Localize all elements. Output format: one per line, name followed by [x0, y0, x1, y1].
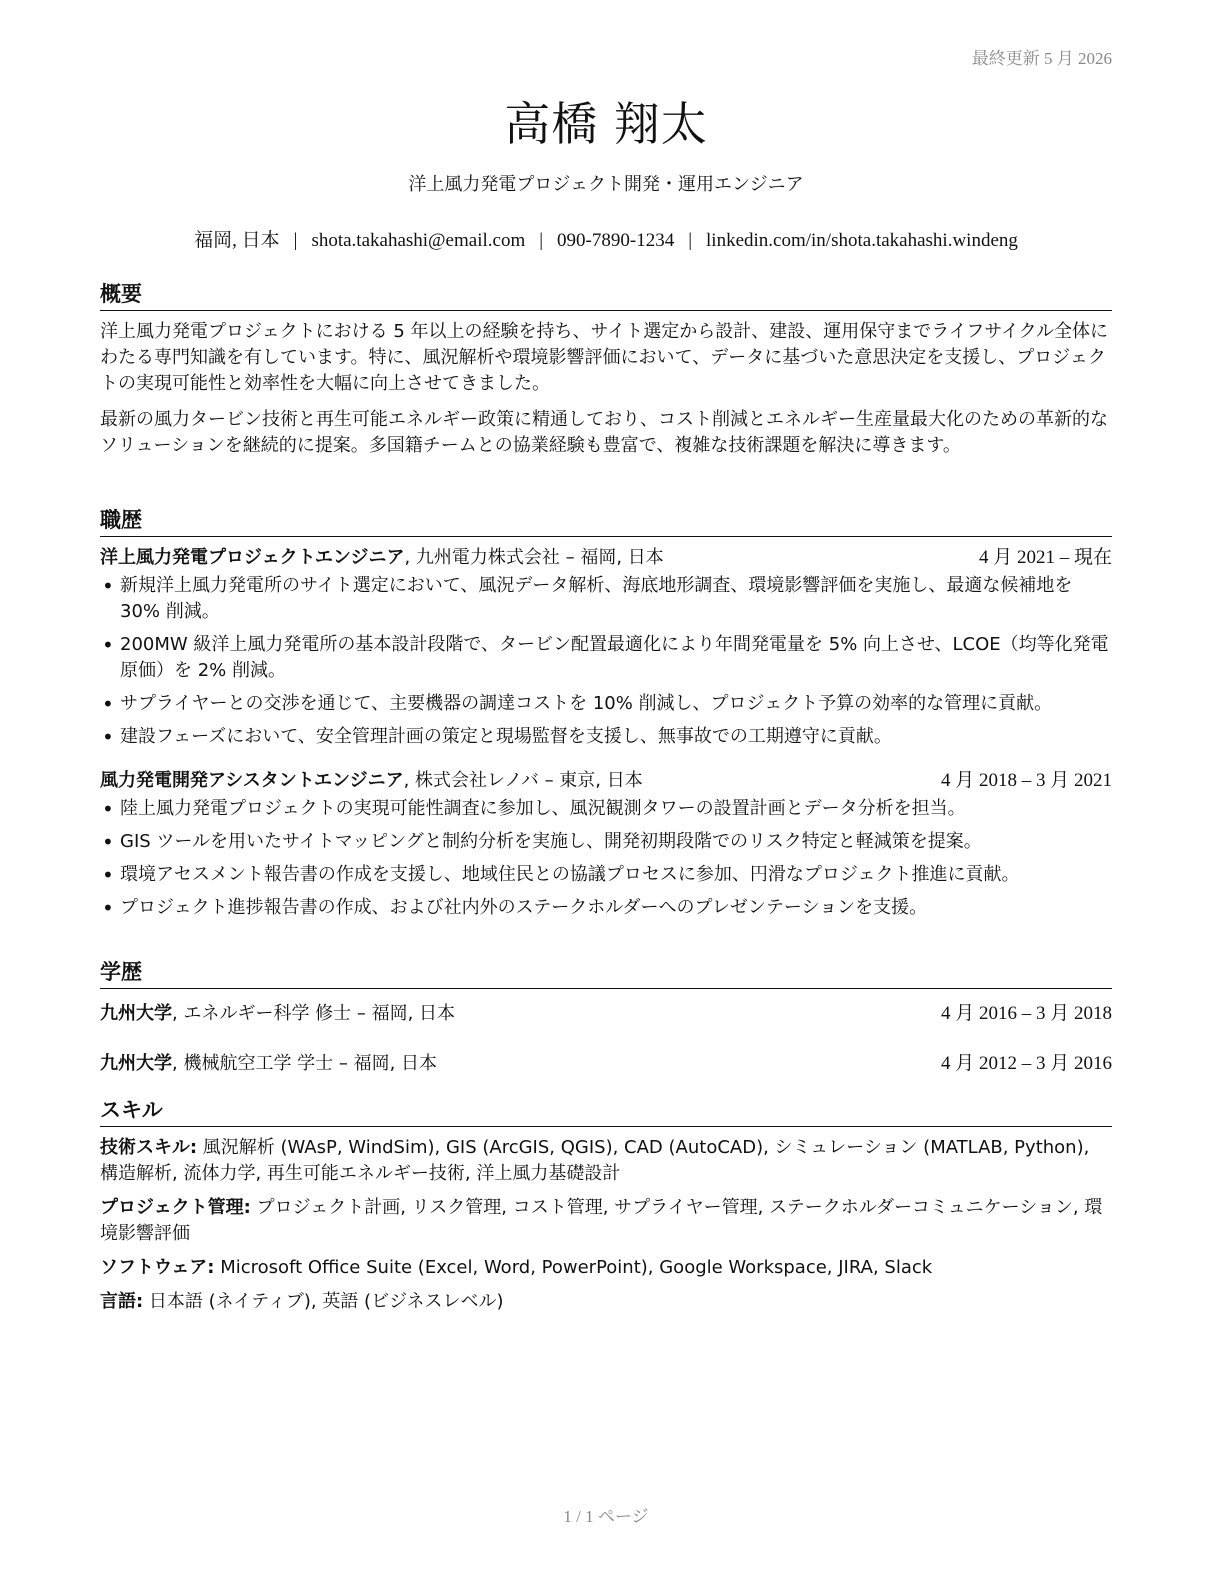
education-entry [100, 1051, 1112, 1077]
skill-value: Microsoft Office Suite (Excel, Word, PowerPoint), Google Workspace, JIRA, Slack [214, 1257, 933, 1278]
job-header [100, 768, 1112, 794]
education-date: 4 月 2012 – 3 月 2016 [940, 1053, 1112, 1074]
skill-label: 技術スキル: [100, 1137, 198, 1158]
education-date: 4 月 2016 – 3 月 2018 [940, 1003, 1112, 1024]
job-org: , 株式会社レノバ – 東京, 日本 [403, 770, 643, 791]
resume-page [100, 0, 1112, 1584]
skill-label: プロジェクト管理: [100, 1197, 251, 1218]
skill-value: 風況解析 (WAsP, WindSim), GIS (ArcGIS, QGIS), CAD (AutoCAD), シミュレーション (MATLAB, Python), 構造解析, 流体力学, 再生可能エネルギー技術, 洋上風力基礎設計 [100, 1137, 1090, 1184]
candidate-name: 高橋 翔太 [504, 97, 708, 151]
job-entry [100, 768, 1112, 921]
summary-section [100, 278, 1112, 469]
contact-location: 福岡, 日本 [194, 230, 280, 251]
education-section [100, 956, 1112, 1077]
section-title-summary: 概要 [100, 278, 1112, 311]
job-bullets [100, 796, 1112, 921]
contact-separator: | [539, 230, 544, 251]
job-bullet: • サプライヤーとの交渉を通じて、主要機器の調達コストを 10% 削減し、プロジェクト予算の効率的な管理に貢献。 [100, 691, 1112, 717]
skill-value: 日本語 (ネイティブ), 英語 (ビジネスレベル) [143, 1291, 504, 1312]
page-number: 1 / 1 ページ [563, 1507, 649, 1526]
job-date: 4 月 2018 – 3 月 2021 [940, 770, 1112, 791]
job-date: 4 月 2021 – 現在 [978, 547, 1112, 568]
last-updated: 最終更新 5 月 2026 [971, 49, 1112, 68]
skill-label: ソフトウェア: [100, 1257, 215, 1278]
skill-row [100, 1289, 1112, 1315]
job-role: 風力発電開発アシスタントエンジニア [100, 770, 404, 791]
section-title-skills: スキル [100, 1094, 1112, 1127]
job-org: , 九州電力株式会社 – 福岡, 日本 [404, 547, 664, 568]
job-bullet: • 200MW 級洋上風力発電所の基本設計段階で、タービン配置最適化により年間発電量を 5% 向上させ、LCOE（均等化発電原価）を 2% 削減。 [100, 632, 1112, 684]
job-role: 洋上風力発電プロジェクトエンジニア [100, 547, 405, 568]
education-detail: , エネルギー科学 修士 – 福岡, 日本 [172, 1003, 456, 1024]
education-detail: , 機械航空工学 学士 – 福岡, 日本 [172, 1053, 438, 1074]
job-bullet: • プロジェクト進捗報告書の作成、および社内外のステークホルダーへのプレゼンテーションを支援。 [100, 895, 1112, 921]
contact-phone: 090-7890-1234 [557, 230, 675, 251]
job-bullet: • 新規洋上風力発電所のサイト選定において、風況データ解析、海底地形調査、環境影響評価を実施し、最適な候補地を 30% 削減。 [100, 573, 1112, 625]
section-title-education: 学歴 [100, 956, 1112, 989]
education-school: 九州大学 [100, 1003, 172, 1024]
skills-section [100, 1094, 1112, 1323]
contact-linkedin[interactable]: linkedin.com/in/shota.takahashi.windeng [706, 230, 1018, 251]
education-entry [100, 1001, 1112, 1027]
job-bullets [100, 573, 1112, 750]
job-bullet: • 陸上風力発電プロジェクトの実現可能性調査に参加し、風況観測タワーの設置計画とデータ分析を担当。 [100, 796, 1112, 822]
skill-row [100, 1135, 1112, 1187]
section-title-experience: 職歴 [100, 504, 1112, 537]
education-school: 九州大学 [100, 1053, 172, 1074]
job-title: 洋上風力発電プロジェクト開発・運用エンジニア [408, 174, 804, 195]
job-bullet: • 建設フェーズにおいて、安全管理計画の策定と現場監督を支援し、無事故での工期遵守に貢献。 [100, 724, 1112, 750]
job-bullet: • 環境アセスメント報告書の作成を支援し、地域住民との協議プロセスに参加、円滑なプロジェクト推進に貢献。 [100, 862, 1112, 888]
contact-separator: | [688, 230, 693, 251]
contact-separator: | [293, 230, 298, 251]
skill-row [100, 1255, 1112, 1281]
job-bullet: • GIS ツールを用いたサイトマッピングと制約分析を実施し、開発初期段階でのリスク特定と軽減策を提案。 [100, 829, 1112, 855]
summary-paragraph: 最新の風力タービン技術と再生可能エネルギー政策に精通しており、コスト削減とエネルギー生産量最大化のための革新的なソリューションを継続的に提案。多国籍チームとの協業経験も豊富で、複雑な技術課題を解決に導きます。 [100, 409, 1108, 456]
skill-value: プロジェクト計画, リスク管理, コスト管理, サプライヤー管理, ステークホルダーコミュニケーション, 環境影響評価 [100, 1197, 1103, 1244]
skill-label: 言語: [100, 1291, 144, 1312]
contact-email[interactable]: shota.takahashi@email.com [311, 230, 526, 251]
summary-paragraph: 洋上風力発電プロジェクトにおける 5 年以上の経験を持ち、サイト選定から設計、建設、運用保守までライフサイクル全体にわたる専門知識を有しています。特に、風況解析や環境影響評価において、データに基づいた意思決定を支援し、プロジェクトの実現可能性と効率性を大幅に向上させてきました。 [100, 321, 1109, 394]
contact-line [100, 225, 1112, 252]
experience-section [100, 504, 1112, 928]
job-header [100, 545, 1112, 571]
job-entry [100, 545, 1112, 750]
skill-row [100, 1195, 1112, 1247]
